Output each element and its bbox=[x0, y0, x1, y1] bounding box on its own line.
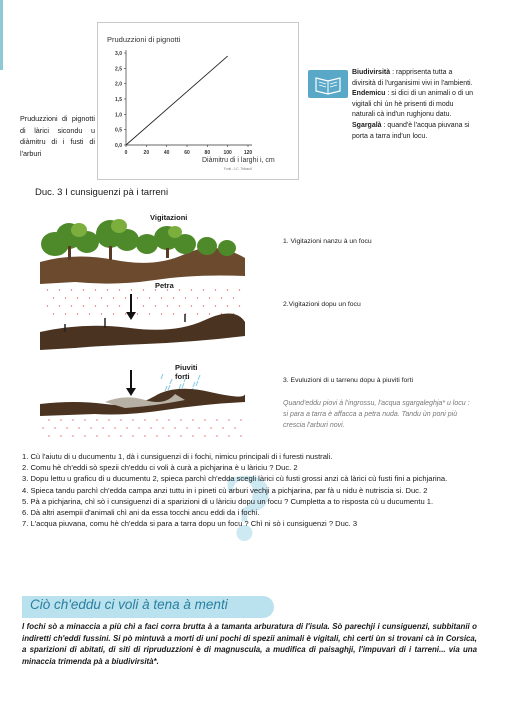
summary-text: I fochi sò a minaccia a più chì a faci corra brutta à a tamanta arburatura di l'isula. Sò parechji i cunsiguenzi, subbitanii o indiretti ch'eddi fussini. Si pò mintuvà a morti di uni pochi di spezii animali è vigitali, chì certi ùn si trovani cà in Corsica, a sparizioni di abitati, di siti di ripruduzzioni è di magnuscula, a mudifica di paisaghji, l'impuvarì di i tarreni... via una minaccia trimenda pà a biudivirsità*. bbox=[22, 622, 477, 666]
glossary-entry: Biudivirsità : rapprisenta tutta a divirsità di l'urganisimi vivi in l'ambienti. bbox=[352, 69, 473, 87]
question-mark-watermark: ? bbox=[222, 460, 273, 561]
x-tick-label: 0 bbox=[124, 150, 128, 156]
production-chart-box bbox=[97, 22, 299, 180]
chart-caption: Pruduzzioni di pignotti di làrici sicondu u diàmitru di i fusti di l'arburi bbox=[20, 114, 95, 158]
page-edge-marker bbox=[0, 0, 3, 70]
glossary bbox=[352, 68, 477, 142]
x-tick-label: 100 bbox=[223, 150, 232, 156]
question-item: 4. Spieca tandu parchì ch'edda campa anzi tuttu in i pineti cù arburi vechji a pichjarina, par fà u nidu è nutriscia si. Duc. 2 bbox=[22, 485, 428, 495]
label-vegetation: Vigitazioni bbox=[150, 213, 188, 222]
x-tick-label: 20 bbox=[143, 150, 150, 156]
y-tick-label: 0,5 bbox=[115, 127, 122, 134]
question-item: 6. Dà altri asempii d'animali chì ani da essa tocchi ancu eddi da i fochi. bbox=[22, 508, 260, 518]
questions-list bbox=[22, 451, 477, 529]
y-tick-label: 2,5 bbox=[115, 66, 122, 73]
glossary-entry: Sgargalà : quand'è l'acqua piuvana si porta a tarra ind'un locu. bbox=[352, 121, 470, 140]
summary-banner-title: Ciò ch'eddu ci voli à tena à menti bbox=[30, 597, 228, 612]
question-item: 3. Dopu lettu u graficu di u ducumentu 2, spieca parchì ch'edda scegli làrici cù fusti grossi anzi cà làrici cù fusti fini a pichjarina. bbox=[22, 474, 448, 484]
question-item: 1. Cù l'aiutu di u ducumentu 1, dà i cunsiguenzi di i fochi, nimicu principali di i furesti nustrali. bbox=[22, 452, 333, 461]
question-item: 5. Pà a pichjarina, chì sò i cunsiguenzi di a sparizioni di u làriciu dopu un focu ? Cumpletta a to risposta cù u ducumentu 1. bbox=[22, 496, 434, 506]
label-rain bbox=[175, 363, 200, 381]
doc3-title: Duc. 3 I cunsiguenzi pà i tarreni bbox=[35, 187, 169, 198]
y-tick-label: 1,0 bbox=[115, 112, 122, 119]
x-axis-label: Diàmitru di i larghi i, cm bbox=[202, 157, 275, 164]
soil-evolution-illustration bbox=[35, 204, 250, 444]
y-tick-label: 3,0 bbox=[115, 51, 122, 57]
x-tick-label: 60 bbox=[184, 150, 190, 156]
glossary-entry: Endemicu : si dici di un animali o di un vigitali chì ùn hè prisenti di modu naturali cà ind'un rughjonu datu. bbox=[352, 90, 473, 119]
label-rain-line1: Piuviti bbox=[175, 363, 198, 372]
x-tick-label: 120 bbox=[243, 150, 253, 156]
doc3-quote: Quand'eddu piovi à l'ingrossu, l'acqua sgargaleghja* u locu : si para a tarra è affacca a petra nuda. Tandu ùn poni più crescia l'arburi novi. bbox=[283, 400, 470, 430]
step-2-label: 2.Vigitazioni dopu un focu bbox=[283, 301, 361, 308]
y-tick-label: 0,0 bbox=[115, 143, 122, 149]
question-item: 2. Comu hè ch'eddi sò spezii ch'eddu ci voli à curà a pichjarina è u làriciu ? Duc. 2 bbox=[22, 463, 298, 473]
x-tick-label: 40 bbox=[163, 150, 170, 156]
book-icon bbox=[308, 70, 348, 98]
label-rock: Petra bbox=[155, 281, 174, 290]
series-line bbox=[126, 56, 228, 145]
label-rain-line2: forti bbox=[175, 372, 190, 381]
y-tick-label: 1,5 bbox=[115, 97, 122, 103]
step-3-label: 3. Evuluzioni di u tarrenu dopu à piuviti forti bbox=[283, 377, 413, 384]
chart-source: Fonti : J.C. Thibault bbox=[224, 167, 252, 171]
x-tick-label: 80 bbox=[204, 150, 211, 156]
production-line-chart bbox=[98, 23, 298, 179]
question-item: 7. L'acqua piuvana, comu hè ch'edda si para a tarra dopu un focu ? Chì ni sò i cunsiguenzi ? Duc. 3 bbox=[22, 519, 358, 529]
step-1-label: 1. Vigitazioni nanzu à un focu bbox=[283, 238, 372, 245]
y-tick-label: 2,0 bbox=[115, 81, 122, 88]
chart-title: Pruduzzioni di pignotti bbox=[107, 35, 181, 44]
